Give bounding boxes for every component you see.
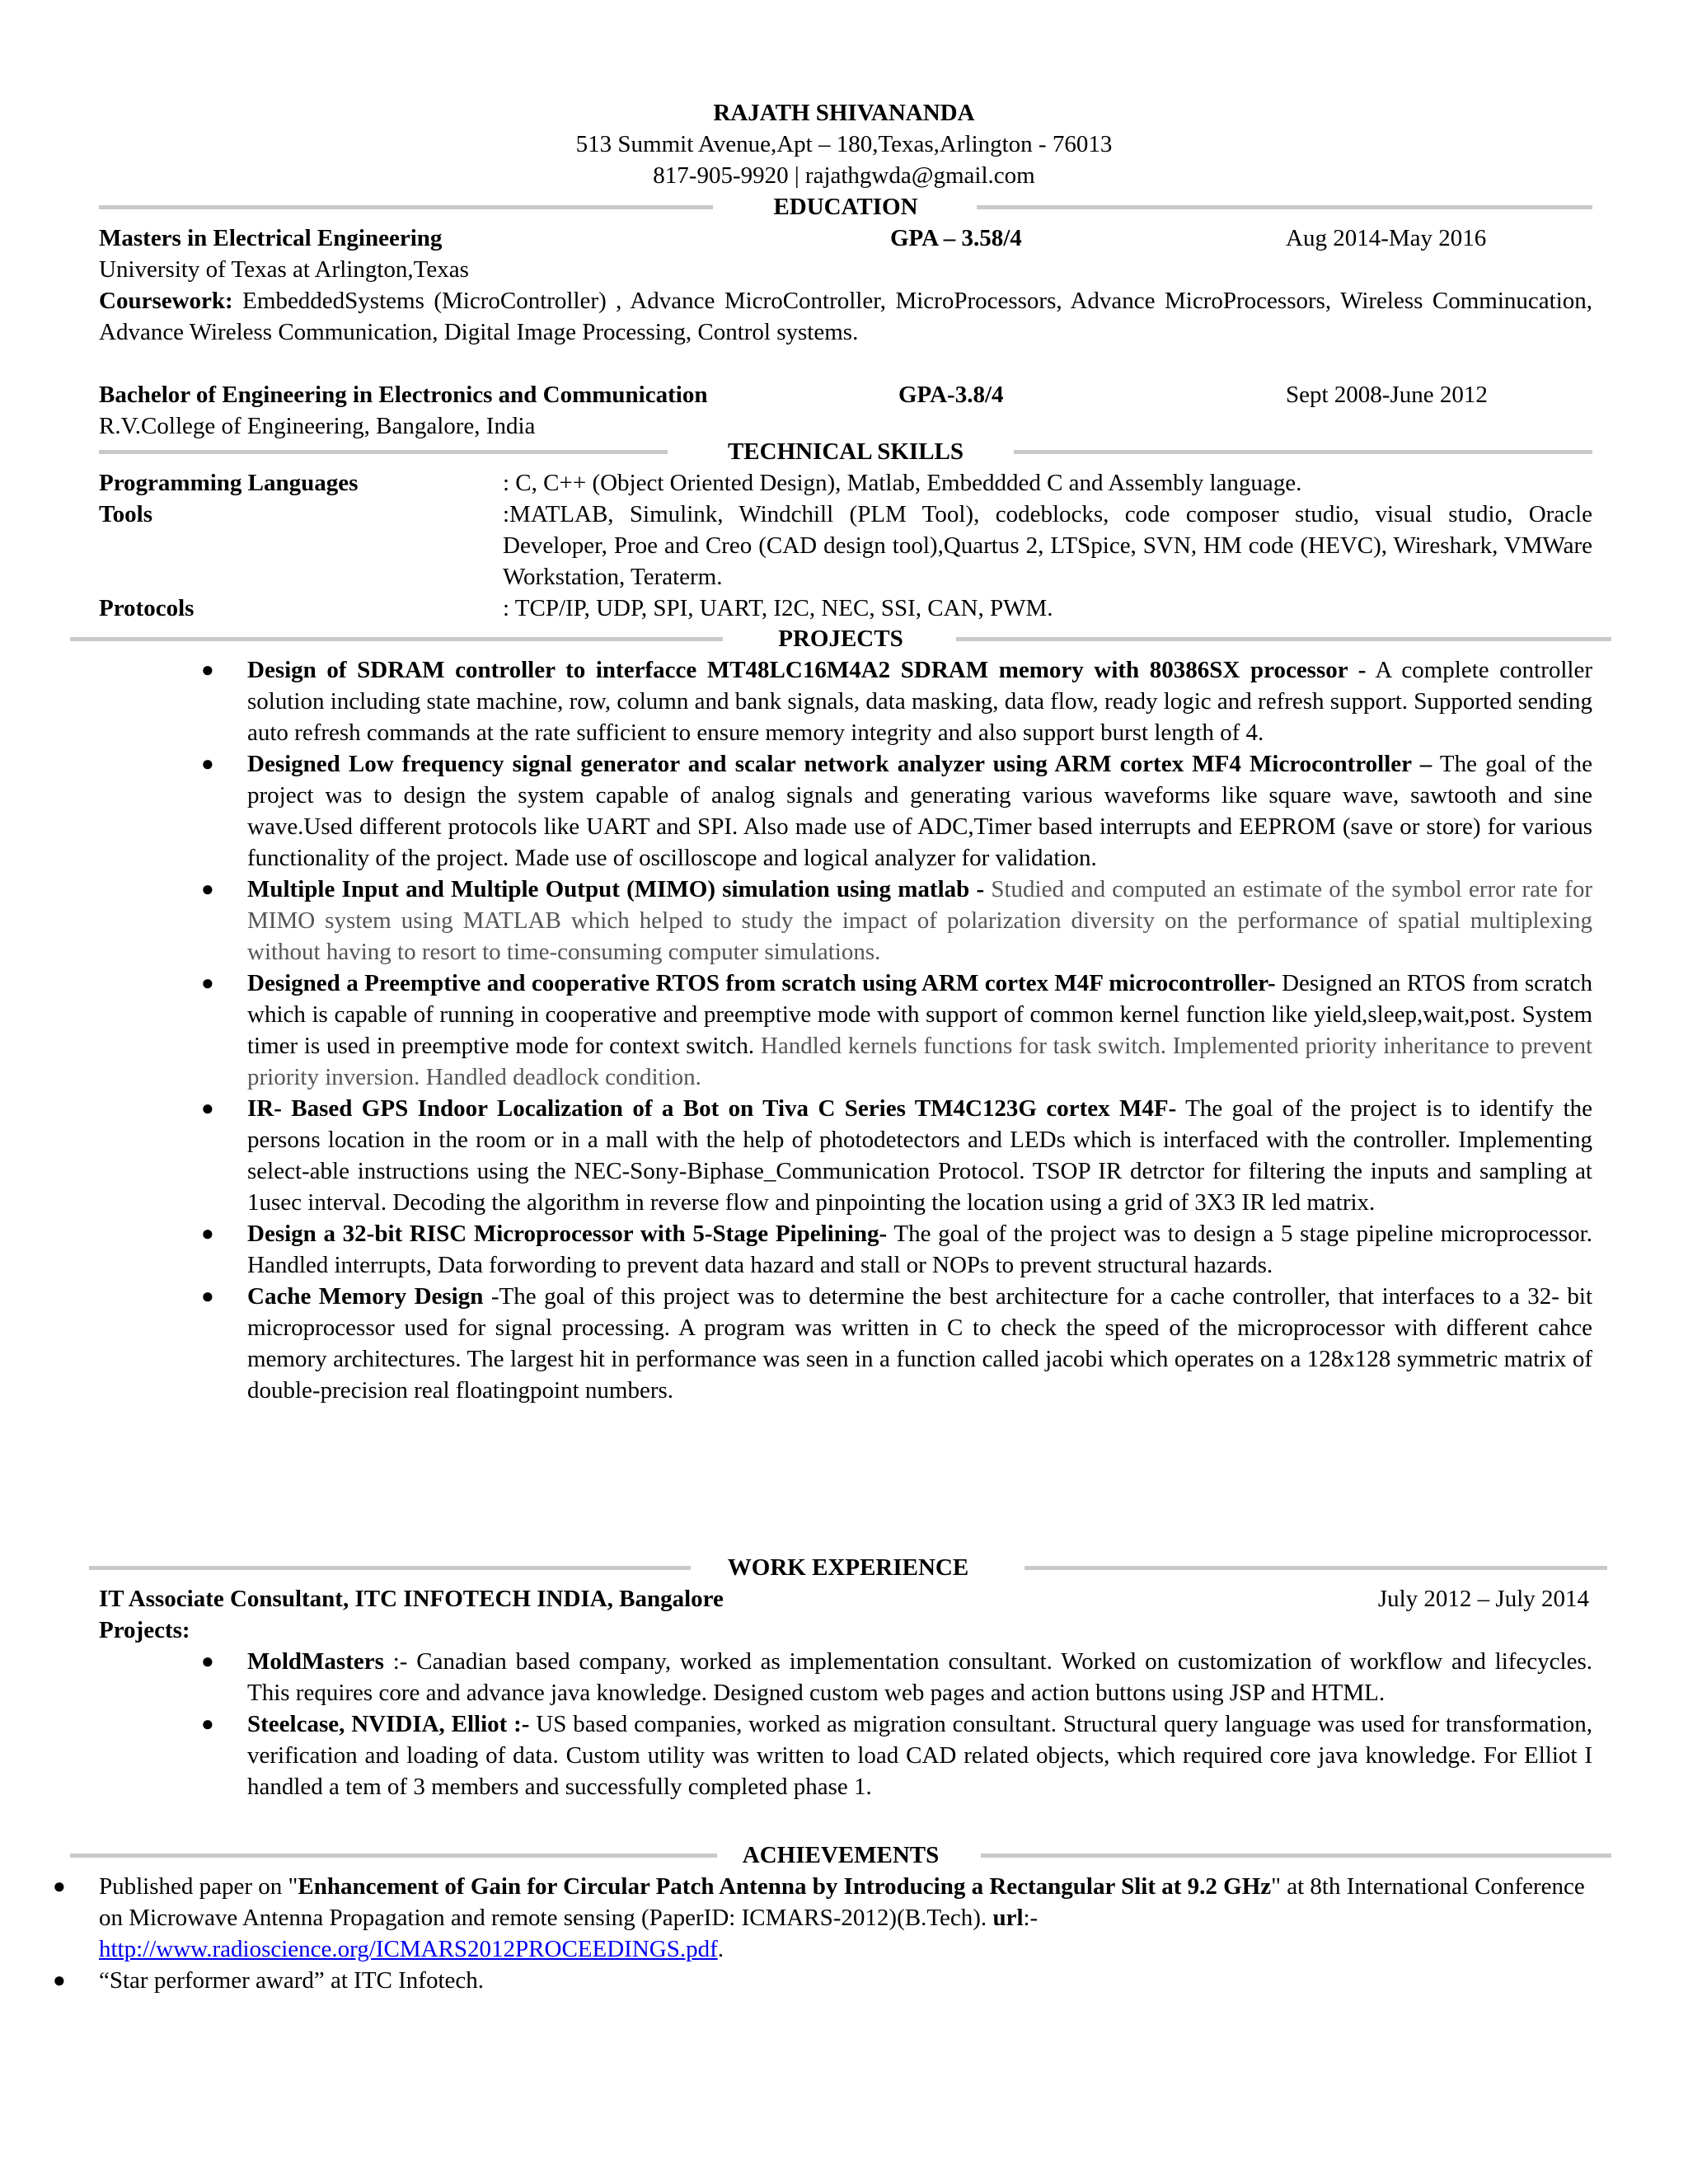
- url-label: url: [992, 1905, 1024, 1931]
- skill-value: : C, C++ (Object Oriented Design), Matlab, Embeddded C and Assembly language.: [503, 470, 1302, 496]
- bullet-icon: ●: [201, 752, 214, 776]
- work-project-title: MoldMasters: [247, 1648, 384, 1675]
- bullet-icon: ●: [201, 971, 214, 995]
- project-desc: -The goal of this project was to determine the best architecture for a cache controller, that interfaces to a 32- bit microprocessor used for signal processing. A program was written in C to check the speed of the microprocessor with different cahce memory architectures. The largest hit in performance was seen in a function called jacobi which operates on a 128x128 symmetric matrix of double-precision real floatingpoint numbers.: [247, 1283, 1592, 1404]
- projects-block: [201, 654, 1593, 1406]
- section-title: PROJECTS: [778, 626, 903, 652]
- project-title: Cache Memory Design: [247, 1283, 484, 1310]
- work-project-title: Steelcase, NVIDIA, Elliot :-: [247, 1711, 530, 1737]
- coursework: [99, 285, 1592, 348]
- project-desc: A complete controller solution including state machine, row, column and bank signals, data masking, data flow, ready logic and refresh support. Supported sending auto refresh commands at the rate sufficient to ensure memory integrity and also support burst length of 4.: [247, 657, 1592, 746]
- award-text: “Star performer award” at ITC Infotech.: [99, 1967, 484, 1994]
- school: University of Texas at Arlington,Texas: [99, 256, 469, 283]
- project-item: [201, 968, 1593, 1093]
- gpa: GPA-3.8/4: [898, 382, 1004, 408]
- section-achievements: [70, 1840, 1611, 1871]
- section-title: TECHNICAL SKILLS: [727, 438, 964, 465]
- section-title: WORK EXPERIENCE: [727, 1554, 969, 1581]
- bullet-icon: ●: [201, 1096, 214, 1120]
- url-end: .: [717, 1936, 724, 1962]
- gpa: GPA – 3.58/4: [890, 225, 1022, 251]
- paper-pre: Published paper on ": [99, 1873, 298, 1900]
- coursework-label: Coursework:: [99, 288, 233, 314]
- bullet-icon: ●: [201, 1221, 214, 1245]
- dates: Sept 2008-June 2012: [1286, 382, 1488, 408]
- degree: Bachelor of Engineering in Electronics and Communication: [99, 382, 708, 408]
- paper-url-link[interactable]: http://www.radioscience.org/ICMARS2012PROCEEDINGS.pdf: [99, 1936, 718, 1962]
- skill-programming-languages: [99, 467, 1592, 499]
- education-entry-masters: [99, 223, 1592, 254]
- degree: Masters in Electrical Engineering: [99, 225, 443, 251]
- skill-tools: [99, 499, 1592, 593]
- project-title: Designed a Preemptive and cooperative RTOS from scratch using ARM cortex M4F microcontroller-: [247, 970, 1276, 996]
- achievement-item: [53, 1965, 1592, 1996]
- section-title: ACHIEVEMENTS: [742, 1842, 940, 1868]
- skills-block: [99, 467, 1592, 624]
- project-desc: The goal of the project was to design the system capable of analog signals and generating various waveforms like square wave, sawtooth and sine wave.Used different protocols like UART and SPI. Also made use of ADC,Timer based interrupts and EEPROM (save or store) for various functionality of the project. Made use of oscilloscope and logical analyzer for validation.: [247, 751, 1593, 871]
- achievement-item: [53, 1871, 1592, 1965]
- job-projects-label: Projects:: [99, 1617, 190, 1643]
- project-title: Design a 32-bit RISC Microprocessor with 5-Stage Pipelining-: [247, 1221, 888, 1247]
- work-block: [99, 1583, 1592, 1646]
- bullet-icon: ●: [53, 1874, 66, 1898]
- skill-value: : TCP/IP, UDP, SPI, UART, I2C, NEC, SSI, CAN, PWM.: [503, 595, 1053, 621]
- bullet-icon: ●: [201, 1649, 214, 1673]
- project-title: Design of SDRAM controller to interfacce MT48LC16M4A2 SDRAM memory with 80386SX processor -: [247, 657, 1367, 683]
- project-desc: The goal of the project is to identify the persons location in the room or in a mall with the help of photodetectors and LEDs which is interfaced with the controller. Implementing select-able instructions using the NEC-Sony-Biphase_Communication Protocol. TSOP IR detrctor for filtering the inputs and sampling at 1usec interval. Decoding the algorithm in reverse flow and pinpointing the location using a grid of 3X3 IR led matrix.: [247, 1095, 1592, 1216]
- project-desc: Studied and computed an estimate of the symbol error rate for MIMO system using MATLAB which helped to study the impact of polarization diversity on the performance of spatial multiplexing without having to resort to time-consuming computer simulations.: [247, 876, 1592, 965]
- project-desc: The goal of the project was to design a 5 stage pipeline microprocessor. Handled interrupts, Data forwording to prevent data hazard and stall or NOPs to prevent structural hazards.: [247, 1221, 1592, 1278]
- project-item: [201, 874, 1592, 968]
- work-project-item: [201, 1646, 1592, 1708]
- paper-post: " at 8th International Conference on Microwave Antenna Propagation and remote sensing (PaperID: ICMARS-2012)(B.Tech).: [99, 1873, 1585, 1931]
- bullet-icon: ●: [201, 658, 214, 682]
- project-item: [201, 748, 1593, 874]
- skill-label: Tools: [99, 501, 153, 527]
- candidate-name: RAJATH SHIVANANDA: [713, 100, 975, 126]
- section-projects: [70, 623, 1611, 654]
- skill-label: Programming Languages: [99, 470, 359, 496]
- project-item: [201, 1281, 1592, 1406]
- bullet-icon: ●: [201, 1712, 214, 1736]
- section-title: EDUCATION: [773, 194, 918, 220]
- bullet-icon: ●: [53, 1968, 66, 1992]
- project-title: IR- Based GPS Indoor Localization of a Bot on Tiva C Series TM4C123G cortex M4F-: [247, 1095, 1177, 1122]
- section-work-experience: [89, 1552, 1607, 1583]
- job-title: IT Associate Consultant, ITC INFOTECH INDIA, Bangalore: [99, 1586, 724, 1612]
- bullet-icon: ●: [201, 877, 214, 901]
- project-title: Multiple Input and Multiple Output (MIMO) simulation using matlab -: [247, 876, 985, 902]
- url-separator: :-: [1023, 1905, 1039, 1931]
- resume-header: [0, 97, 1688, 191]
- work-projects-block: [201, 1646, 1593, 1802]
- work-project-desc: US based companies, worked as migration consultant. Structural query language was used for transformation, verification and loading of data. Custom utility was written to load CAD related objects, which required core java knowledge. For Elliot I handled a tem of 3 members and successfully completed phase 1.: [247, 1711, 1593, 1800]
- project-item: [201, 654, 1592, 748]
- project-desc-extra: Handled kernels functions for task switch. Implemented priority inheritance to prevent priority inversion. Handled deadlock condition.: [247, 1033, 1593, 1090]
- job-header: [99, 1583, 1592, 1615]
- job-dates: July 2012 – July 2014: [1377, 1586, 1589, 1612]
- education-entry-bachelors: [99, 379, 1592, 410]
- section-education: [99, 191, 1592, 223]
- skill-protocols: [99, 593, 1592, 624]
- dates: Aug 2014-May 2016: [1286, 225, 1487, 251]
- work-project-desc: :- Canadian based company, worked as implementation consultant. Worked on customization of workflow and lifecycles. This requires core and advance java knowledge. Designed custom web pages and action buttons using JSP and HTML.: [247, 1648, 1592, 1706]
- project-item: [201, 1093, 1592, 1218]
- achievements-block: [53, 1871, 1592, 1996]
- skill-value: :MATLAB, Simulink, Windchill (PLM Tool), codeblocks, code composer studio, visual studio, Oracle Developer, Proe and Creo (CAD design tool),Quartus 2, LTSpice, SVN, HM code (HEVC), Wireshark, VMWare Workstation, Teraterm.: [503, 501, 1592, 590]
- bullet-icon: ●: [201, 1284, 214, 1308]
- paper-title: Enhancement of Gain for Circular Patch Antenna by Introducing a Rectangular Slit at 9.2 GHz: [298, 1873, 1272, 1900]
- skill-label: Protocols: [99, 595, 195, 621]
- education-block: [99, 223, 1592, 442]
- work-project-item: [201, 1708, 1593, 1802]
- coursework-text: EmbeddedSystems (MicroController) , Advance MicroController, MicroProcessors, Advance MicroProcessors, Wireless Comminucation, Advance Wireless Communication, Digital Image Processing, Control systems.: [99, 288, 1592, 345]
- project-desc: Designed an RTOS from scratch which is capable of running in cooperative and preemptive mode with support of common kernel function like yield,sleep,wait,post. System timer is used in preemptive mode for context switch.: [247, 970, 1592, 1059]
- candidate-contact: 817-905-9920 | rajathgwda@gmail.com: [653, 162, 1035, 189]
- candidate-address: 513 Summit Avenue,Apt – 180,Texas,Arlington - 76013: [575, 131, 1113, 157]
- school: R.V.College of Engineering, Bangalore, India: [99, 413, 536, 439]
- project-item: [201, 1218, 1592, 1281]
- section-technical-skills: [99, 436, 1592, 467]
- project-title: Designed Low frequency signal generator and scalar network analyzer using ARM cortex MF4 Microcontroller –: [247, 751, 1432, 777]
